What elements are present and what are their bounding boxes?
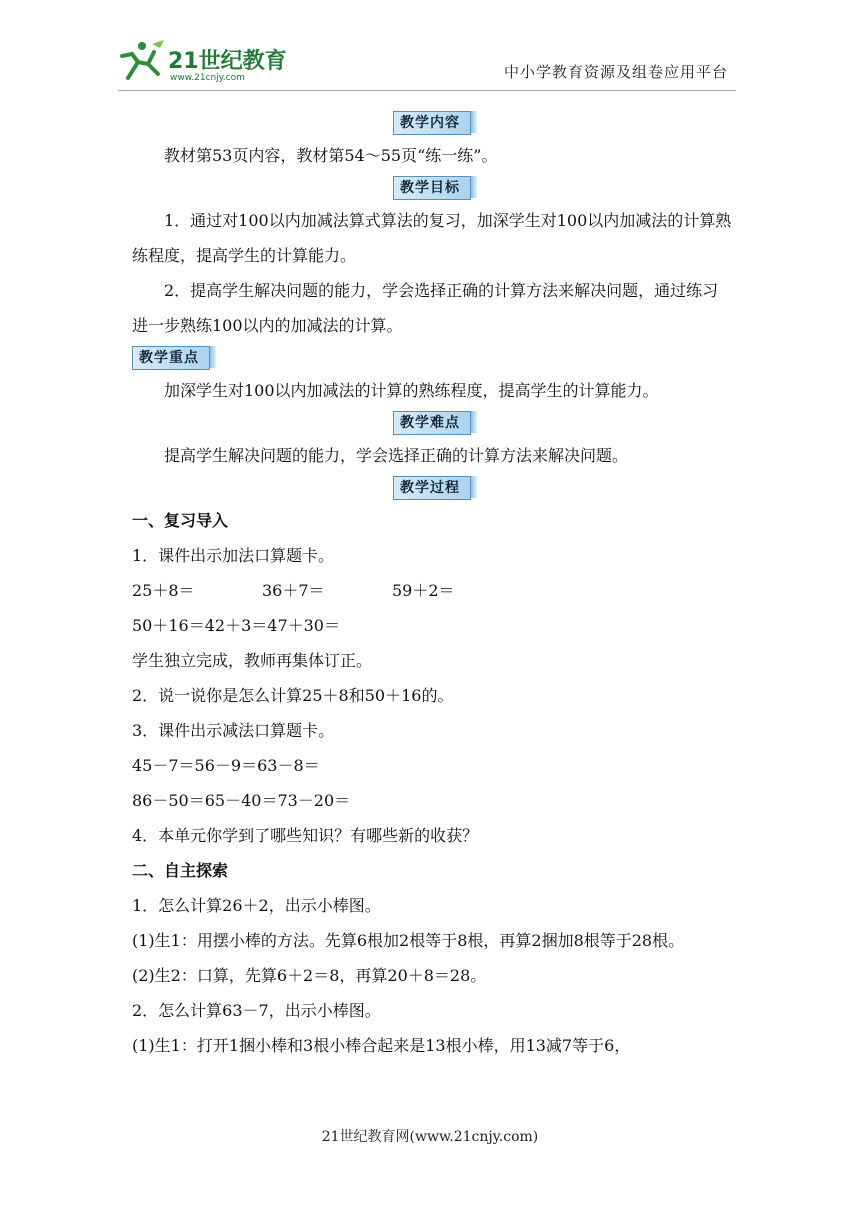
page-footer: 21世纪教育网(www.21cnjy.com) bbox=[321, 1129, 539, 1145]
goal-2: 2．提高学生解决问题的能力，学会选择正确的计算方法来解决问题，通过练习进一步熟练100以内的加减法的计算。 bbox=[132, 281, 719, 335]
process-line: (2)生2：口算，先算6＋2＝8，再算20＋8＝28。 bbox=[132, 966, 487, 985]
equation-line: 86－50＝65－40＝73－20＝ bbox=[132, 791, 351, 810]
key-text: 加深学生对100以内加减法的计算的熟练程度，提高学生的计算能力。 bbox=[164, 381, 659, 400]
equation: 36＋7＝ bbox=[262, 581, 325, 600]
process-line: 1．课件出示加法口算题卡。 bbox=[132, 546, 335, 565]
logo bbox=[118, 38, 288, 84]
process-line: 1．怎么计算26＋2，出示小棒图。 bbox=[132, 896, 381, 915]
section-heading-review: 一、复习导入 bbox=[132, 511, 229, 530]
difficulty-badge: 教学难点 bbox=[393, 411, 471, 435]
process-line: (1)生1：用摆小棒的方法。先算6根加2根等于8根，再算2捆加8根等于28根。 bbox=[132, 931, 685, 950]
process-badge: 教学过程 bbox=[393, 476, 471, 500]
difficulty-text: 提高学生解决问题的能力，学会选择正确的计算方法来解决问题。 bbox=[164, 446, 629, 465]
logo-text: 21世纪教育 bbox=[168, 49, 287, 74]
equation-row bbox=[132, 573, 732, 608]
content-badge-row bbox=[132, 108, 732, 138]
logo-url: www.21cnjy.com bbox=[170, 73, 245, 83]
difficulty-badge-row bbox=[132, 408, 732, 438]
document-body bbox=[132, 108, 732, 1063]
process-line: 3．课件出示减法口算题卡。 bbox=[132, 721, 335, 740]
content-text: 教材第53页内容，教材第54～55页“练一练”。 bbox=[164, 146, 498, 165]
process-line: 2．怎么计算63－7，出示小棒图。 bbox=[132, 1001, 381, 1020]
process-line: 2．说一说你是怎么计算25＋8和50＋16的。 bbox=[132, 686, 454, 705]
process-line: 4．本单元你学到了哪些知识？有哪些新的收获？ bbox=[132, 826, 479, 845]
page-header bbox=[0, 0, 860, 100]
runner-icon bbox=[122, 40, 164, 78]
equation-line: 45－7＝56－9＝63－8＝ bbox=[132, 756, 320, 775]
key-badge-row bbox=[132, 343, 732, 373]
goal-badge: 教学目标 bbox=[393, 176, 471, 200]
equation: 59＋2＝ bbox=[392, 581, 455, 600]
goal-badge-row bbox=[132, 173, 732, 203]
section-heading-explore: 二、自主探索 bbox=[132, 861, 229, 880]
header-divider bbox=[118, 90, 736, 91]
key-badge: 教学重点 bbox=[132, 346, 210, 370]
process-badge-row bbox=[132, 473, 732, 503]
goal-1: 1．通过对100以内加减法算式算法的复习，加深学生对100以内加减法的计算熟练程度，提高学生的计算能力。 bbox=[132, 211, 732, 265]
process-line: 学生独立完成，教师再集体订正。 bbox=[132, 651, 373, 670]
equation-line: 50＋16＝42＋3＝47＋30＝ bbox=[132, 616, 340, 635]
platform-name: 中小学教育资源及组卷应用平台 bbox=[503, 63, 728, 81]
equation: 25＋8＝ bbox=[132, 581, 195, 600]
process-line: (1)生1：打开1捆小棒和3根小棒合起来是13根小棒，用13减7等于6， bbox=[132, 1036, 631, 1055]
content-badge: 教学内容 bbox=[393, 111, 471, 135]
